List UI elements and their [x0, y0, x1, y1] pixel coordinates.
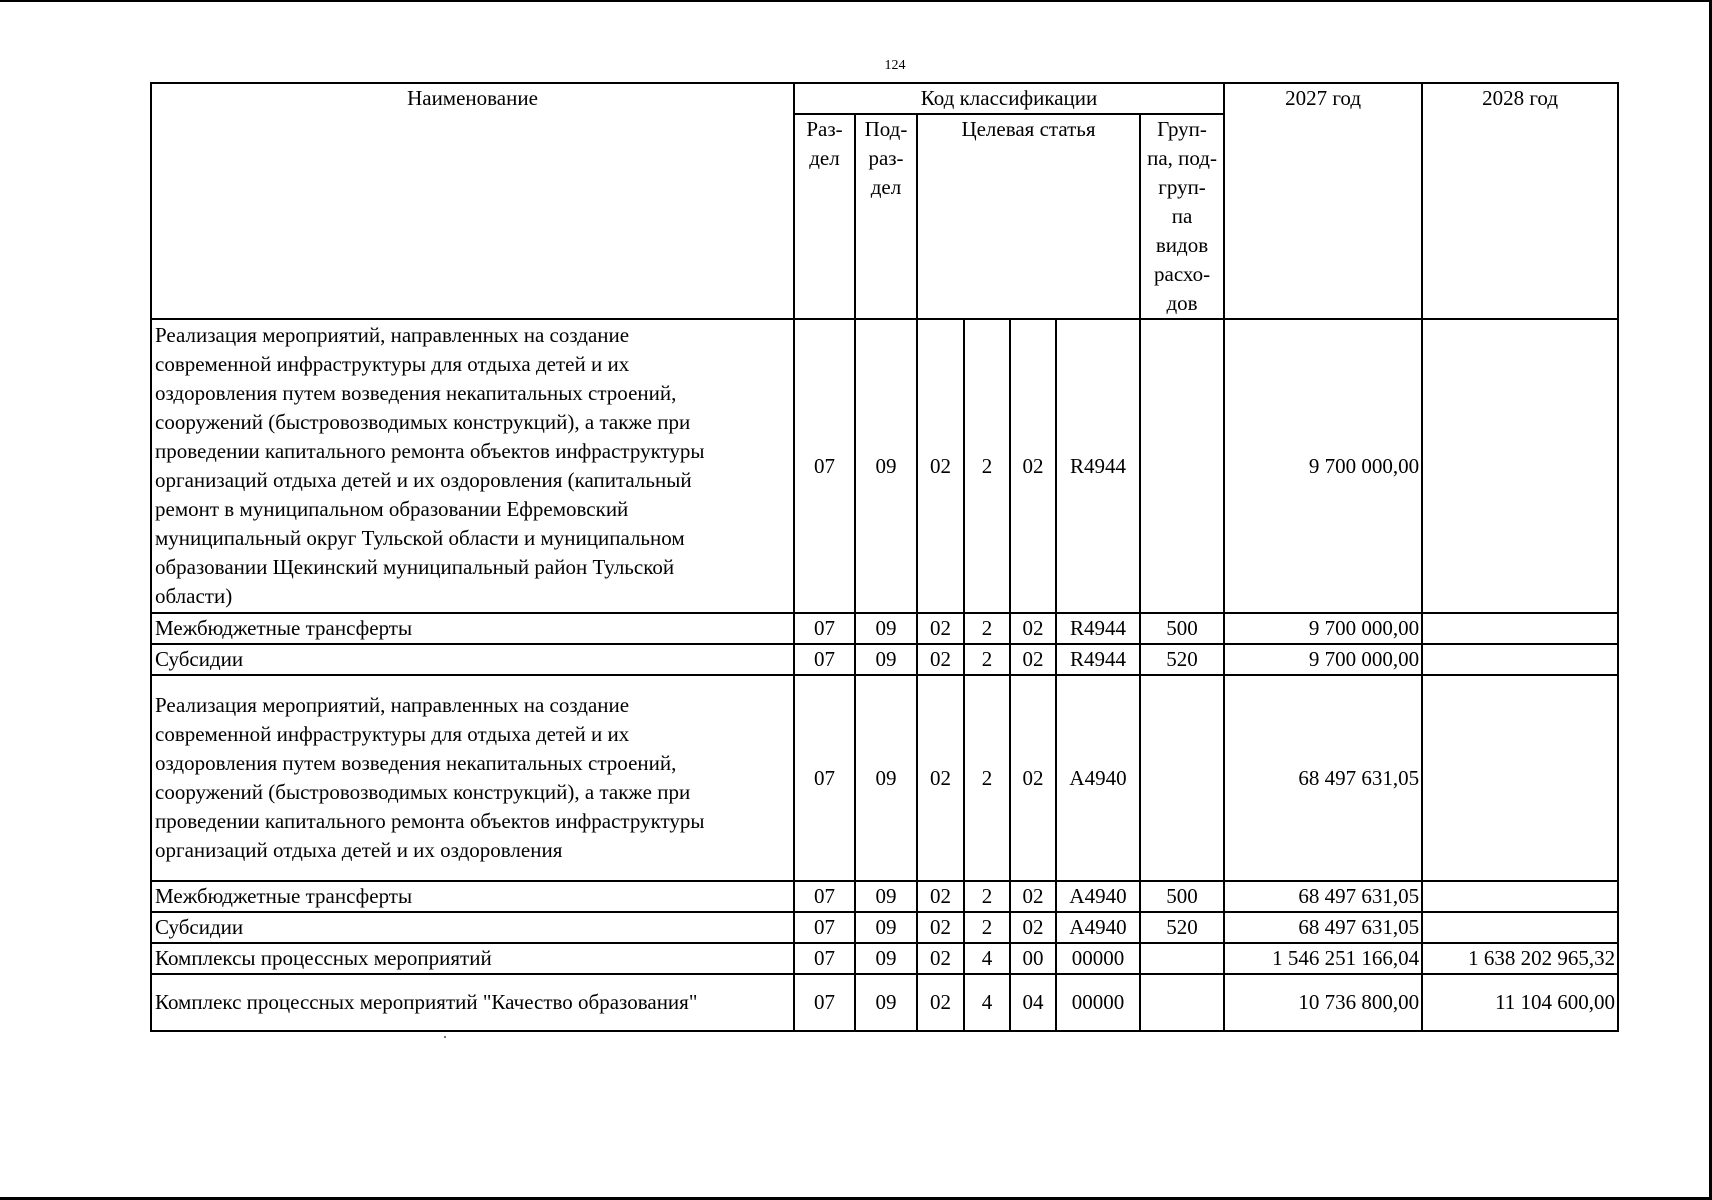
- name-line: сооружений (быстровозводимых конструкций), а также при: [155, 780, 691, 804]
- cell-2027: 68 497 631,05: [1224, 881, 1422, 912]
- table-row: [151, 613, 1618, 644]
- cell-target-1: 02: [917, 319, 964, 613]
- scan-speck: [444, 1036, 446, 1038]
- cell-podrazdel: 09: [855, 613, 917, 644]
- cell-target-3: 02: [1010, 881, 1056, 912]
- header-name: Наименование: [151, 83, 794, 319]
- cell-vid: 500: [1140, 613, 1224, 644]
- cell-target-1: 02: [917, 943, 964, 974]
- cell-2027: 9 700 000,00: [1224, 613, 1422, 644]
- header-podrazdel: [855, 114, 917, 319]
- cell-target-3: 02: [1010, 613, 1056, 644]
- header-vid: [1140, 114, 1224, 319]
- header-text-line: дел: [809, 146, 840, 170]
- header-razdel: [794, 114, 855, 319]
- name-line: Межбюджетные трансферты: [155, 616, 413, 640]
- cell-target-1: 02: [917, 912, 964, 943]
- table-row: [151, 912, 1618, 943]
- cell-2028: 11 104 600,00: [1422, 974, 1618, 1031]
- row-name: [151, 613, 794, 644]
- header-row-top: [151, 83, 1618, 114]
- row-name: [151, 675, 794, 881]
- table-row: [151, 319, 1618, 613]
- cell-target-4: R4944: [1056, 644, 1140, 675]
- cell-vid: [1140, 974, 1224, 1031]
- row-name: [151, 881, 794, 912]
- cell-target-2: 2: [964, 644, 1010, 675]
- name-line: проведении капитального ремонта объектов инфраструктуры: [155, 439, 705, 463]
- cell-2027: 10 736 800,00: [1224, 974, 1422, 1031]
- cell-target-4: А4940: [1056, 675, 1140, 881]
- cell-razdel: 07: [794, 675, 855, 881]
- page-number: 124: [884, 58, 906, 73]
- cell-target-3: 02: [1010, 675, 1056, 881]
- row-name: [151, 319, 794, 613]
- cell-vid: 520: [1140, 912, 1224, 943]
- cell-target-2: 4: [964, 974, 1010, 1031]
- table-row: [151, 675, 1618, 881]
- table-row: [151, 644, 1618, 675]
- header-text-line: дов: [1166, 291, 1198, 315]
- cell-target-1: 02: [917, 675, 964, 881]
- cell-target-4: 00000: [1056, 943, 1140, 974]
- name-line: проведении капитального ремонта объектов инфраструктуры: [155, 809, 705, 833]
- name-line: организаций отдыха детей и их оздоровления (капитальный: [155, 468, 692, 492]
- header-code-group: Код классификации: [794, 83, 1224, 114]
- cell-target-4: А4940: [1056, 912, 1140, 943]
- header-text-line: видов: [1155, 233, 1209, 257]
- name-line: современной инфраструктуры для отдыха детей и их: [155, 722, 630, 746]
- cell-target-3: 00: [1010, 943, 1056, 974]
- cell-vid: [1140, 943, 1224, 974]
- cell-2027: 9 700 000,00: [1224, 319, 1422, 613]
- cell-target-4: R4944: [1056, 613, 1140, 644]
- cell-2028: [1422, 319, 1618, 613]
- cell-razdel: 07: [794, 943, 855, 974]
- cell-target-1: 02: [917, 881, 964, 912]
- cell-target-2: 4: [964, 943, 1010, 974]
- cell-razdel: 07: [794, 613, 855, 644]
- name-line: области): [155, 584, 233, 608]
- cell-vid: 520: [1140, 644, 1224, 675]
- cell-target-4: А4940: [1056, 881, 1140, 912]
- cell-razdel: 07: [794, 644, 855, 675]
- name-line: Реализация мероприятий, направленных на создание: [155, 323, 630, 347]
- header-text-line: па: [1171, 204, 1193, 228]
- cell-2027: 9 700 000,00: [1224, 644, 1422, 675]
- cell-2027: 68 497 631,05: [1224, 675, 1422, 881]
- name-line: Субсидии: [155, 915, 244, 939]
- cell-2028: [1422, 613, 1618, 644]
- header-text-line: дел: [870, 175, 902, 199]
- budget-table: [150, 82, 1619, 1032]
- header-text-line: па, под-: [1147, 146, 1217, 170]
- cell-razdel: 07: [794, 319, 855, 613]
- table-row: [151, 881, 1618, 912]
- cell-target-4: 00000: [1056, 974, 1140, 1031]
- cell-target-4: R4944: [1056, 319, 1140, 613]
- header-text-line: Раз-: [806, 117, 843, 141]
- cell-razdel: 07: [794, 881, 855, 912]
- cell-podrazdel: 09: [855, 881, 917, 912]
- name-line: сооружений (быстровозводимых конструкций), а также при: [155, 410, 691, 434]
- header-year-2028: 2028 год: [1422, 83, 1618, 319]
- cell-vid: [1140, 675, 1224, 881]
- cell-target-1: 02: [917, 613, 964, 644]
- cell-target-2: 2: [964, 319, 1010, 613]
- name-line: Комплексы процессных мероприятий: [155, 946, 492, 970]
- cell-target-3: 02: [1010, 644, 1056, 675]
- name-line: оздоровления путем возведения некапитальных строений,: [155, 751, 677, 775]
- header-text-line: расхо-: [1154, 262, 1211, 286]
- cell-razdel: 07: [794, 974, 855, 1031]
- cell-2028: [1422, 912, 1618, 943]
- table-row: [151, 974, 1618, 1031]
- cell-target-1: 02: [917, 644, 964, 675]
- cell-vid: 500: [1140, 881, 1224, 912]
- cell-podrazdel: 09: [855, 974, 917, 1031]
- cell-target-3: 02: [1010, 912, 1056, 943]
- row-name: [151, 644, 794, 675]
- row-name: [151, 974, 794, 1031]
- cell-2028: [1422, 881, 1618, 912]
- row-name: [151, 943, 794, 974]
- header-target: Целевая статья: [917, 114, 1140, 319]
- name-line: образовании Щекинский муниципальный район Тульской: [155, 555, 675, 579]
- cell-podrazdel: 09: [855, 644, 917, 675]
- name-line: ремонт в муниципальном образовании Ефремовский: [155, 497, 629, 521]
- name-line: Реализация мероприятий, направленных на создание: [155, 693, 630, 717]
- cell-vid: [1140, 319, 1224, 613]
- header-text-line: раз-: [868, 146, 904, 170]
- header-text-line: Под-: [864, 117, 908, 141]
- cell-razdel: 07: [794, 912, 855, 943]
- cell-podrazdel: 09: [855, 675, 917, 881]
- cell-target-2: 2: [964, 675, 1010, 881]
- cell-2027: 1 546 251 166,04: [1224, 943, 1422, 974]
- row-name: [151, 912, 794, 943]
- cell-target-3: 04: [1010, 974, 1056, 1031]
- name-line: современной инфраструктуры для отдыха детей и их: [155, 352, 630, 376]
- cell-2028: [1422, 644, 1618, 675]
- header-text-line: груп-: [1158, 175, 1206, 199]
- cell-target-3: 02: [1010, 319, 1056, 613]
- cell-target-1: 02: [917, 974, 964, 1031]
- cell-target-2: 2: [964, 613, 1010, 644]
- cell-target-2: 2: [964, 912, 1010, 943]
- header-text-line: Груп-: [1157, 117, 1207, 141]
- cell-podrazdel: 09: [855, 319, 917, 613]
- cell-2028: 1 638 202 965,32: [1422, 943, 1618, 974]
- cell-podrazdel: 09: [855, 912, 917, 943]
- name-line: оздоровления путем возведения некапитальных строений,: [155, 381, 677, 405]
- name-line: организаций отдыха детей и их оздоровления: [155, 838, 563, 862]
- name-line: Комплекс процессных мероприятий "Качество образования": [155, 990, 698, 1014]
- name-line: муниципальный округ Тульской области и муниципальном: [155, 526, 685, 550]
- header-year-2027: 2027 год: [1224, 83, 1422, 319]
- table-row: [151, 943, 1618, 974]
- name-line: Межбюджетные трансферты: [155, 884, 413, 908]
- cell-podrazdel: 09: [855, 943, 917, 974]
- cell-target-2: 2: [964, 881, 1010, 912]
- name-line: Субсидии: [155, 647, 244, 671]
- cell-2027: 68 497 631,05: [1224, 912, 1422, 943]
- cell-2028: [1422, 675, 1618, 881]
